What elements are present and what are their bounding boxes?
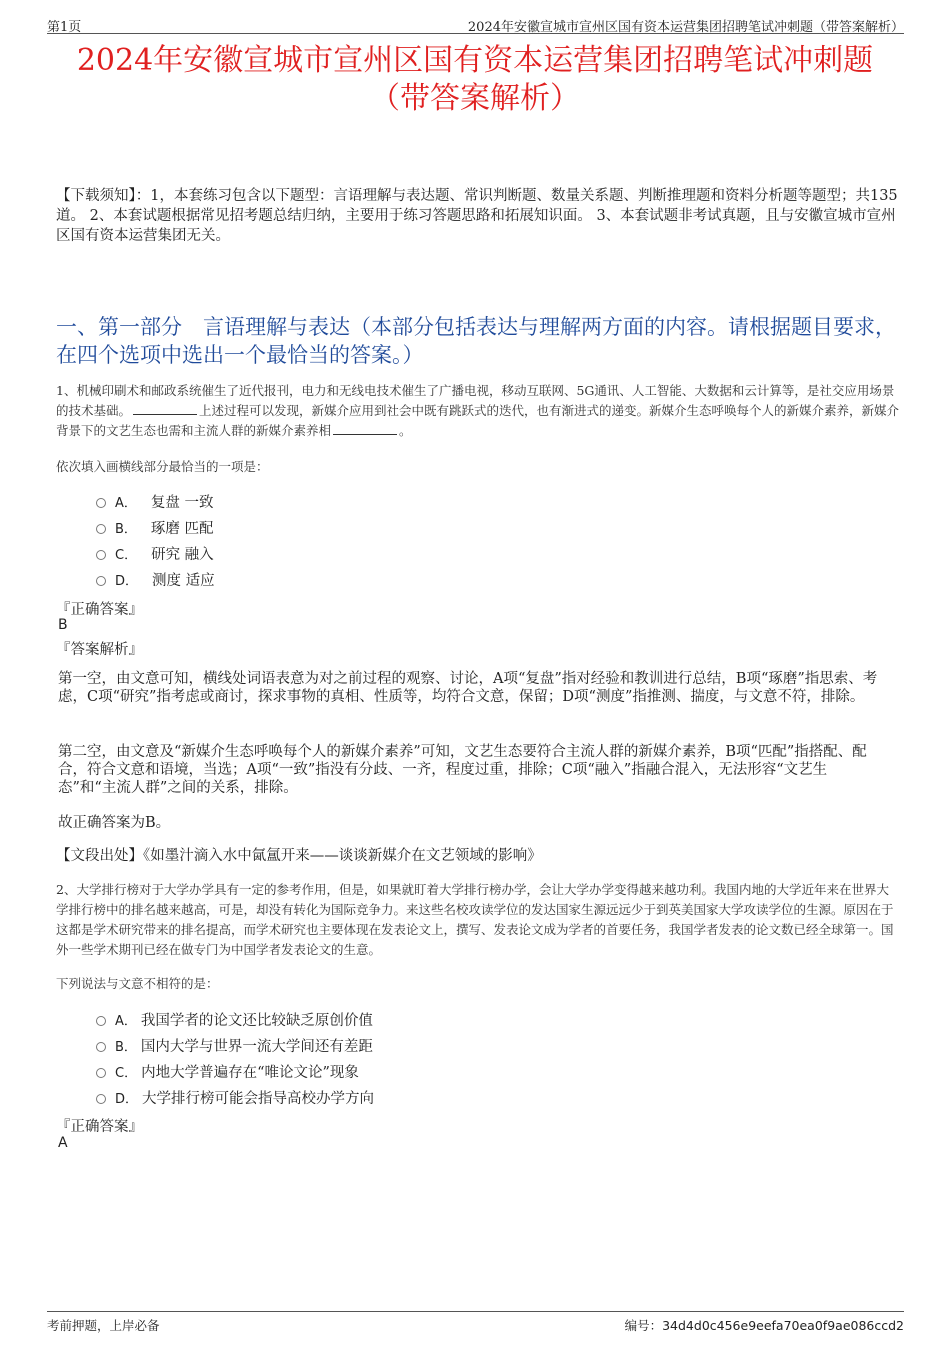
fill-blank-2 [333,421,397,435]
option-letter: A． [115,1013,137,1029]
option-letter: C． [115,1065,138,1081]
option-text: 复盘 一致 [150,494,214,511]
analysis-paragraph-2: 第二空，由文意及“新媒介生态呼唤每个人的新媒介素养”可知，文艺生态要符合主流人群的新媒介素养，B项“匹配”指搭配、配合，符合文意和语境，当选；A项“一致”指没有分歧、一齐，程度过重，排除；C项“融入”指融合混入，无法形容“文艺生态”和“主流人群”之间的关系，排除。 [58,744,867,796]
radio-icon[interactable] [96,524,106,534]
option-text: 测度 适应 [152,572,215,589]
analysis-label: 『答案解析』 [56,642,143,658]
option-a[interactable] [96,1006,374,1032]
analysis-conclusion: 故正确答案为B。 [58,815,171,831]
radio-icon[interactable] [96,498,106,508]
option-letter: B． [115,521,137,537]
section-heading: 一、第一部分 言语理解与表达（本部分包括表达与理解两方面的内容。请根据题目要求，在四个选项中选出一个最恰当的答案。） [56,315,896,367]
page-number: 第1页 [47,20,82,35]
question-2-prompt: 下列说法与文意不相符的是： [56,976,219,991]
document-code [625,1316,904,1334]
correct-answer: A [58,1135,68,1151]
code-value: 34d4d0c456e9eefa70ea0f9ae086ccd2 [662,1318,904,1333]
document-title [40,42,910,118]
option-text: 国内大学与世界一流大学间还有差距 [140,1038,373,1055]
title-line-2: （带答案解析） [370,81,580,116]
question-1-options [96,488,215,592]
radio-icon[interactable] [96,576,106,586]
option-letter: D． [115,573,139,589]
title-line-1: 2024年安徽宣城市宣州区国有资本运营集团招聘笔试冲刺题 [76,43,874,78]
option-letter: D． [115,1091,139,1107]
question-1-stem [56,381,900,441]
download-notice: 【下载须知】：1，本套练习包含以下题型：言语理解与表达题、常识判断题、数量关系题、判断推理题和资料分析题等题型；共135道。 2、本套试题根据常见招考题总结归纳，主要用于练习答题思路和拓展知识面。 3、本套试题非考试真题，且与安徽宣城市宣州区国有资本运营集团无关。 [56,188,898,244]
fill-blank-1 [133,401,197,415]
code-label: 编号： [624,1318,663,1333]
option-text: 大学排行榜可能会指导高校办学方向 [142,1090,375,1107]
question-2-stem: 2、大学排行榜对于大学办学具有一定的参考作用，但是，如果就盯着大学排行榜办学，会让大学办学变得越来越功利。我国内地的大学近年来在世界大学排行榜中的排名越来越高，可是，却没有转化为国际竞争力。来这些名校攻读学位的发达国家生源远远少于到英美国家大学攻读学位的生源。原因在于这都是学术研究带来的排名提高，而学术研究也主要体现在发表论文上，撰写、发表论文成为学者的首要任务，我国学者发表的论文数已经全球第一。国外一些学术期刊已经在做专门为中国学者发表论文的生意。 [56,882,894,957]
analysis-paragraph-1: 第一空，由文意可知，横线处词语表意为对之前过程的观察、讨论，A项“复盘”指对经验和教训进行总结，B项“琢磨”指思索、考虑，C项“研究”指考虑或商讨，探求事物的真相、性质等，均符合文意，保留；D项“测度”指推测、揣度，与文意不符，排除。 [58,671,878,705]
question-1-prompt: 依次填入画横线部分最恰当的一项是： [56,459,269,474]
option-c[interactable] [96,540,215,566]
question-1-stem-part-1: 1、机械印刷术和邮政系统催生了近代报刊，电力和无线电技术催生了广播电视，移动互联网、5G通讯、人工智能、大数据和云计算等，是社交应用场景的技术基础。 [56,383,895,418]
footer-slogan: 考前押题，上岸必备 [47,1318,160,1333]
option-text: 研究 融入 [151,546,214,563]
option-letter: A． [115,495,137,511]
option-d[interactable] [96,1084,374,1110]
question-2-options [96,1006,374,1110]
option-text: 琢磨 匹配 [150,520,214,537]
option-c[interactable] [96,1058,374,1084]
source-citation: 【文段出处】《如墨汁滴入水中氤氲开来——谈谈新媒介在文艺领域的影响》 [56,848,542,864]
radio-icon[interactable] [96,1094,106,1104]
option-letter: B． [115,1039,137,1055]
option-letter: C． [115,547,138,563]
answer-label: 『正确答案』 [56,602,143,618]
answer-label: 『正确答案』 [56,1119,143,1135]
option-a[interactable] [96,488,215,514]
option-text: 我国学者的论文还比较缺乏原创价值 [140,1012,373,1029]
page-footer [47,1311,904,1333]
running-title: 2024年安徽宣城市宣州区国有资本运营集团招聘笔试冲刺题（带答案解析） [467,20,904,35]
option-d[interactable] [96,566,215,592]
radio-icon[interactable] [96,1068,106,1078]
radio-icon[interactable] [96,550,106,560]
option-text: 内地大学普遍存在“唯论文论”现象 [141,1064,359,1081]
radio-icon[interactable] [96,1042,106,1052]
question-1-stem-part-2: 上述过程可以发现，新媒介应用到社会中既有跳跃式的迭代，也有渐进式的递变。新媒介生态呼唤每个人的新媒介素养，新媒介背景下的文艺生态也需和主流人群的新媒介素养相 [56,403,900,438]
option-b[interactable] [96,514,215,540]
page-header [47,14,904,34]
correct-answer: B [58,617,68,633]
question-1-stem-part-3: 。 [399,423,412,438]
option-b[interactable] [96,1032,374,1058]
radio-icon[interactable] [96,1016,106,1026]
